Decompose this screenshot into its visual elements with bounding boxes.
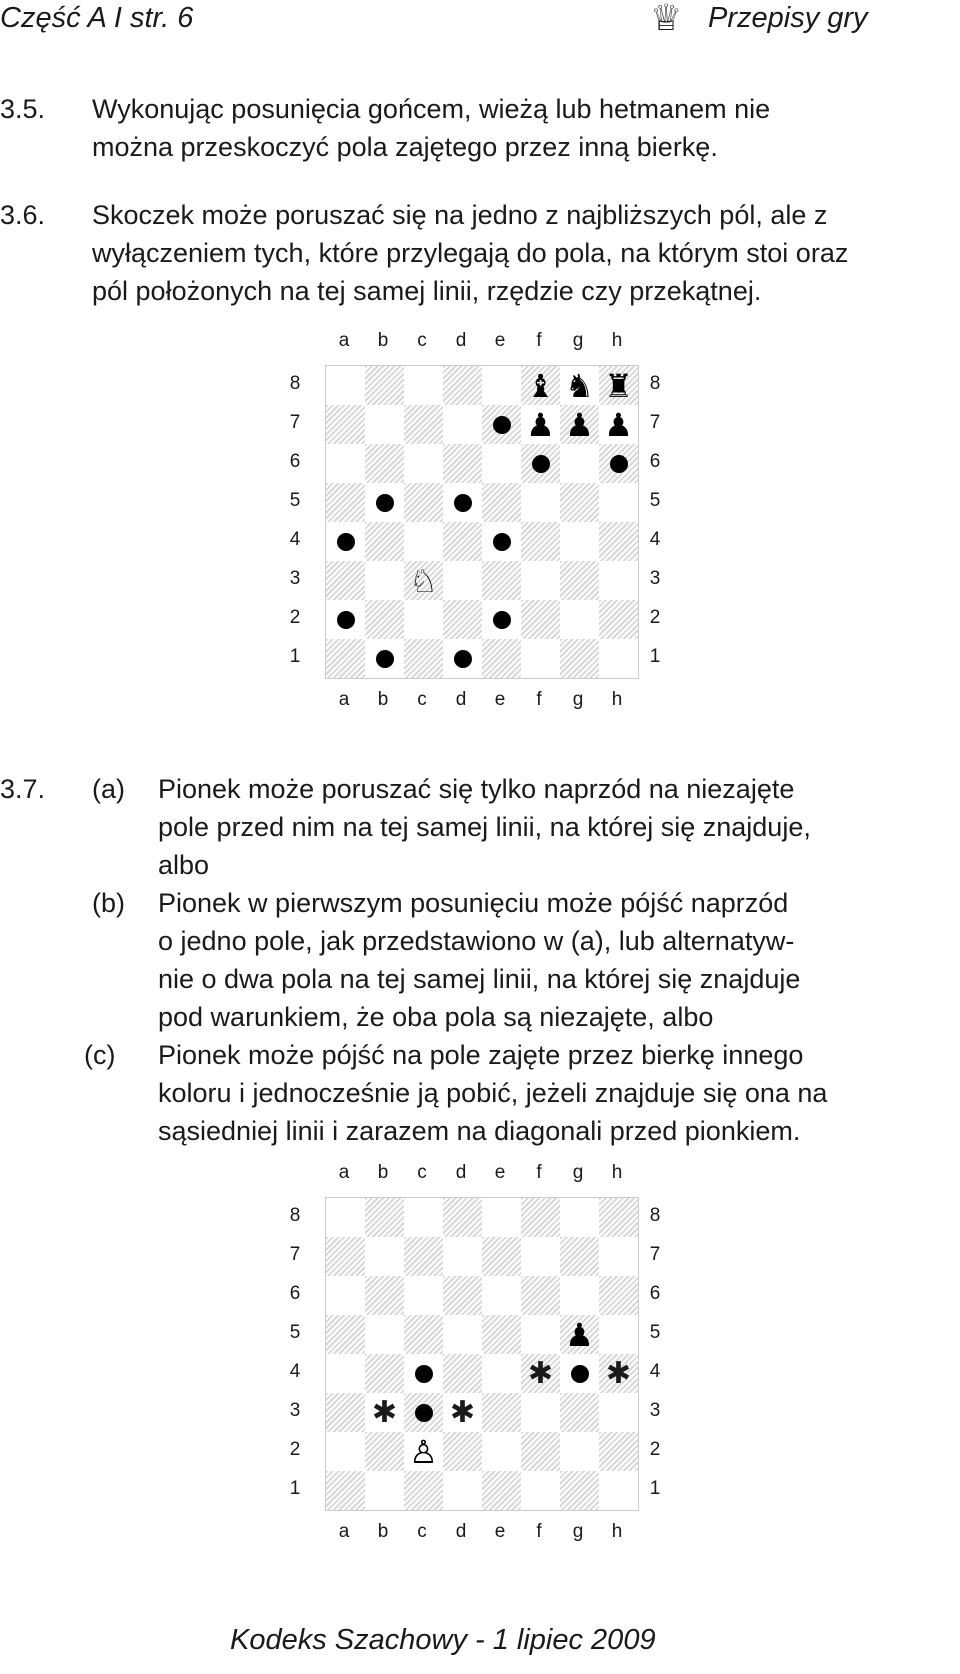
- square-c3: [404, 561, 443, 600]
- file-label-bottom: c: [417, 1521, 427, 1542]
- square-h1: [599, 1471, 638, 1510]
- square-a7: [326, 1237, 365, 1276]
- square-a4: [326, 1354, 365, 1393]
- move-dot-e4: [493, 533, 511, 551]
- square-g8: [560, 1198, 599, 1237]
- piece-f7: ♟: [526, 405, 555, 444]
- square-b3: [365, 561, 404, 600]
- square-g2: [560, 600, 599, 639]
- square-b3: [365, 1393, 404, 1432]
- section-number: 3.5.: [0, 94, 46, 124]
- square-b4: [365, 522, 404, 561]
- move-dot-a4: [337, 533, 355, 551]
- square-d2: [443, 600, 482, 639]
- move-dot-c3: [415, 1404, 433, 1422]
- square-d5: [443, 1315, 482, 1354]
- square-h3: [599, 561, 638, 600]
- clause-a-label: (a): [92, 774, 125, 804]
- square-b5: [365, 483, 404, 522]
- section-3-6: [0, 196, 960, 316]
- piece-g8: ♞: [565, 366, 594, 405]
- square-g5: [560, 1315, 599, 1354]
- piece-h8: ♜: [604, 366, 633, 405]
- crown-icon: ♕: [650, 0, 683, 39]
- piece-g7: ♟: [565, 405, 594, 444]
- file-label-bottom: a: [338, 689, 350, 710]
- file-label-bottom: d: [455, 689, 467, 710]
- move-dot-a2: [337, 611, 355, 629]
- square-g3: [560, 561, 599, 600]
- section-number: 3.7.: [0, 774, 46, 804]
- rank-label-right: 3: [649, 568, 661, 589]
- clause-line: Pionek w pierwszym posunięciu może pójść naprzód: [158, 888, 789, 918]
- clause-line: nie o dwa pola na tej samej linii, na której się znajduje: [158, 964, 801, 994]
- rank-label-left: 7: [289, 412, 301, 433]
- square-h1: [599, 639, 638, 678]
- capture-star-b3: ✱: [371, 1394, 398, 1430]
- file-label-bottom: d: [455, 1521, 467, 1542]
- square-e7: [482, 405, 521, 444]
- square-h5: [599, 483, 638, 522]
- rank-label-left: 4: [289, 1361, 301, 1382]
- square-h4: [599, 522, 638, 561]
- clause-line: albo: [158, 850, 210, 880]
- square-e6: [482, 1276, 521, 1315]
- rank-label-right: 8: [649, 373, 661, 394]
- rank-label-right: 7: [649, 1244, 661, 1265]
- square-c8: [404, 1198, 443, 1237]
- square-f7: [521, 405, 560, 444]
- move-dot-b1: [376, 650, 394, 668]
- rank-label-right: 1: [649, 646, 661, 667]
- file-label-top: b: [377, 330, 389, 351]
- square-d7: [443, 405, 482, 444]
- clause-line: sąsiedniej linii i zarazem na diagonali przed pionkiem.: [158, 1116, 801, 1146]
- rank-label-right: 6: [649, 451, 661, 472]
- file-label-bottom: b: [377, 689, 389, 710]
- square-e2: [482, 600, 521, 639]
- rank-label-right: 2: [649, 1439, 661, 1460]
- file-label-top: h: [611, 330, 623, 351]
- square-h5: [599, 1315, 638, 1354]
- square-f5: [521, 483, 560, 522]
- square-g4: [560, 522, 599, 561]
- square-b5: [365, 1315, 404, 1354]
- rank-label-left: 1: [289, 646, 301, 667]
- square-e5: [482, 1315, 521, 1354]
- square-c5: [404, 1315, 443, 1354]
- rank-label-left: 6: [289, 451, 301, 472]
- square-e3: [482, 1393, 521, 1432]
- square-g3: [560, 1393, 599, 1432]
- section-number: 3.6.: [0, 200, 46, 230]
- square-d1: [443, 1471, 482, 1510]
- square-d3: [443, 561, 482, 600]
- clause-line: Pionek może pójść na pole zajęte przez bierkę innego: [158, 1040, 804, 1070]
- square-e4: [482, 522, 521, 561]
- square-d6: [443, 444, 482, 483]
- square-h6: [599, 444, 638, 483]
- file-label-bottom: c: [417, 689, 427, 710]
- square-e7: [482, 1237, 521, 1276]
- file-label-top: e: [494, 330, 506, 351]
- square-c7: [404, 1237, 443, 1276]
- square-c4: [404, 522, 443, 561]
- chessboard: [325, 365, 639, 679]
- file-label-top: g: [572, 330, 584, 351]
- file-label-top: a: [338, 1162, 350, 1183]
- square-e5: [482, 483, 521, 522]
- move-dot-b5: [376, 494, 394, 512]
- clause-b-label: (b): [92, 888, 125, 918]
- square-b2: [365, 1432, 404, 1471]
- section-3-5: [0, 90, 960, 170]
- file-label-top: c: [417, 330, 427, 351]
- square-f5: [521, 1315, 560, 1354]
- file-label-bottom: a: [338, 1521, 350, 1542]
- square-f3: [521, 561, 560, 600]
- square-a2: [326, 1432, 365, 1471]
- square-h2: [599, 600, 638, 639]
- move-dot-c4: [415, 1365, 433, 1383]
- rank-label-right: 3: [649, 1400, 661, 1421]
- square-d5: [443, 483, 482, 522]
- square-h8: [599, 1198, 638, 1237]
- capture-star-f4: ✱: [527, 1355, 554, 1391]
- file-label-top: e: [494, 1162, 506, 1183]
- square-h7: [599, 1237, 638, 1276]
- square-d8: [443, 1198, 482, 1237]
- clause-line: koloru i jednocześnie ją pobić, jeżeli znajduje się ona na: [158, 1078, 828, 1108]
- rank-label-left: 6: [289, 1283, 301, 1304]
- move-dot-e2: [493, 611, 511, 629]
- rank-label-left: 4: [289, 529, 301, 550]
- square-d7: [443, 1237, 482, 1276]
- section-3-7: [0, 770, 960, 1150]
- piece-c3: ♘: [409, 561, 438, 600]
- piece-c2: ♙: [409, 1432, 438, 1471]
- rank-label-right: 6: [649, 1283, 661, 1304]
- file-label-bottom: e: [494, 1521, 506, 1542]
- square-d1: [443, 639, 482, 678]
- rank-label-right: 5: [649, 1322, 661, 1343]
- square-f1: [521, 1471, 560, 1510]
- square-c5: [404, 483, 443, 522]
- section-line: wyłączeniem tych, które przylegają do pola, na którym stoi oraz: [92, 238, 849, 268]
- file-label-bottom: h: [611, 689, 623, 710]
- rank-label-left: 3: [289, 1400, 301, 1421]
- square-g1: [560, 639, 599, 678]
- square-g6: [560, 1276, 599, 1315]
- square-d6: [443, 1276, 482, 1315]
- square-e1: [482, 1471, 521, 1510]
- square-c2: [404, 600, 443, 639]
- square-c8: [404, 366, 443, 405]
- rank-label-left: 1: [289, 1478, 301, 1499]
- file-label-top: b: [377, 1162, 389, 1183]
- square-h7: [599, 405, 638, 444]
- square-a6: [326, 444, 365, 483]
- file-label-bottom: g: [572, 689, 584, 710]
- square-e6: [482, 444, 521, 483]
- rank-label-left: 5: [289, 490, 301, 511]
- square-a5: [326, 1315, 365, 1354]
- square-h4: [599, 1354, 638, 1393]
- rank-label-left: 7: [289, 1244, 301, 1265]
- square-b2: [365, 600, 404, 639]
- file-label-bottom: e: [494, 689, 506, 710]
- square-g6: [560, 444, 599, 483]
- square-g1: [560, 1471, 599, 1510]
- rank-label-right: 4: [649, 1361, 661, 1382]
- square-d3: [443, 1393, 482, 1432]
- square-c4: [404, 1354, 443, 1393]
- rank-label-left: 8: [289, 1205, 301, 1226]
- square-a7: [326, 405, 365, 444]
- square-e1: [482, 639, 521, 678]
- file-label-top: a: [338, 330, 350, 351]
- square-f2: [521, 600, 560, 639]
- rank-label-right: 1: [649, 1478, 661, 1499]
- square-b4: [365, 1354, 404, 1393]
- square-d4: [443, 522, 482, 561]
- file-label-bottom: h: [611, 1521, 623, 1542]
- rank-label-left: 2: [289, 607, 301, 628]
- square-f6: [521, 444, 560, 483]
- square-b6: [365, 444, 404, 483]
- move-dot-d1: [454, 650, 472, 668]
- move-dot-h6: [610, 455, 628, 473]
- clause-line: pod warunkiem, że oba pola są niezajęte, albo: [158, 1002, 714, 1032]
- square-c1: [404, 1471, 443, 1510]
- square-f7: [521, 1237, 560, 1276]
- chess-diagram-pawn: [285, 1162, 661, 1542]
- square-f8: [521, 1198, 560, 1237]
- file-label-top: g: [572, 1162, 584, 1183]
- square-f1: [521, 639, 560, 678]
- square-e8: [482, 1198, 521, 1237]
- square-e2: [482, 1432, 521, 1471]
- file-label-bottom: f: [536, 689, 542, 710]
- rank-label-right: 8: [649, 1205, 661, 1226]
- rank-label-right: 5: [649, 490, 661, 511]
- move-dot-e7: [493, 416, 511, 434]
- square-c1: [404, 639, 443, 678]
- square-a5: [326, 483, 365, 522]
- square-a2: [326, 600, 365, 639]
- square-a3: [326, 561, 365, 600]
- rank-label-left: 3: [289, 568, 301, 589]
- square-b1: [365, 639, 404, 678]
- square-h3: [599, 1393, 638, 1432]
- square-d4: [443, 1354, 482, 1393]
- square-f8: [521, 366, 560, 405]
- square-b7: [365, 405, 404, 444]
- section-line: Skoczek może poruszać się na jedno z najbliższych pól, ale z: [92, 200, 828, 230]
- square-g7: [560, 1237, 599, 1276]
- rank-label-left: 8: [289, 373, 301, 394]
- square-c6: [404, 1276, 443, 1315]
- piece-f8: ♝: [526, 366, 555, 405]
- file-label-bottom: f: [536, 1521, 542, 1542]
- square-b6: [365, 1276, 404, 1315]
- file-label-top: c: [417, 1162, 427, 1183]
- square-f2: [521, 1432, 560, 1471]
- square-c7: [404, 405, 443, 444]
- file-label-top: d: [455, 1162, 467, 1183]
- rank-label-right: 2: [649, 607, 661, 628]
- square-b8: [365, 1198, 404, 1237]
- file-label-bottom: g: [572, 1521, 584, 1542]
- chess-diagram-knight: [285, 330, 661, 710]
- square-h2: [599, 1432, 638, 1471]
- square-g2: [560, 1432, 599, 1471]
- rank-label-left: 2: [289, 1439, 301, 1460]
- move-dot-d5: [454, 494, 472, 512]
- square-b1: [365, 1471, 404, 1510]
- square-e8: [482, 366, 521, 405]
- square-a1: [326, 1471, 365, 1510]
- square-a8: [326, 1198, 365, 1237]
- square-f4: [521, 522, 560, 561]
- square-e4: [482, 1354, 521, 1393]
- header-section-title: Przepisy gry: [708, 2, 868, 34]
- clause-line: o jedno pole, jak przedstawiono w (a), lub alternatyw-: [158, 926, 795, 956]
- square-h6: [599, 1276, 638, 1315]
- square-g7: [560, 405, 599, 444]
- square-c3: [404, 1393, 443, 1432]
- square-a1: [326, 639, 365, 678]
- section-line: pól położonych na tej samej linii, rzędzie czy przekątnej.: [92, 276, 762, 306]
- square-g4: [560, 1354, 599, 1393]
- square-d2: [443, 1432, 482, 1471]
- clause-line: pole przed nim na tej samej linii, na której się znajduje,: [158, 812, 811, 842]
- square-a6: [326, 1276, 365, 1315]
- section-line: Wykonując posunięcia gońcem, wieżą lub hetmanem nie: [92, 94, 771, 124]
- capture-star-d3: ✱: [449, 1394, 476, 1430]
- rank-label-right: 7: [649, 412, 661, 433]
- square-f3: [521, 1393, 560, 1432]
- square-a3: [326, 1393, 365, 1432]
- square-f6: [521, 1276, 560, 1315]
- section-line: można przeskoczyć pola zajętego przez inną bierkę.: [92, 132, 718, 162]
- header-part-label: Część A I str. 6: [0, 2, 194, 34]
- page-footer: Kodeks Szachowy - 1 lipiec 2009: [230, 1624, 656, 1656]
- file-label-bottom: b: [377, 1521, 389, 1542]
- chessboard: [325, 1197, 639, 1511]
- piece-h7: ♟: [604, 405, 633, 444]
- square-e3: [482, 561, 521, 600]
- move-dot-f6: [532, 455, 550, 473]
- rank-label-right: 4: [649, 529, 661, 550]
- file-label-top: f: [536, 1162, 542, 1183]
- square-h8: [599, 366, 638, 405]
- piece-g5: ♟: [565, 1315, 594, 1354]
- square-b8: [365, 366, 404, 405]
- square-a8: [326, 366, 365, 405]
- file-label-top: d: [455, 330, 467, 351]
- square-b7: [365, 1237, 404, 1276]
- square-g5: [560, 483, 599, 522]
- clause-line: Pionek może poruszać się tylko naprzód na niezajęte: [158, 774, 795, 804]
- move-dot-g4: [571, 1365, 589, 1383]
- clause-c-label: (c): [84, 1040, 116, 1070]
- file-label-top: f: [536, 330, 542, 351]
- file-label-top: h: [611, 1162, 623, 1183]
- square-a4: [326, 522, 365, 561]
- square-d8: [443, 366, 482, 405]
- capture-star-h4: ✱: [605, 1355, 632, 1391]
- square-g8: [560, 366, 599, 405]
- rank-label-left: 5: [289, 1322, 301, 1343]
- square-c6: [404, 444, 443, 483]
- square-f4: [521, 1354, 560, 1393]
- square-c2: [404, 1432, 443, 1471]
